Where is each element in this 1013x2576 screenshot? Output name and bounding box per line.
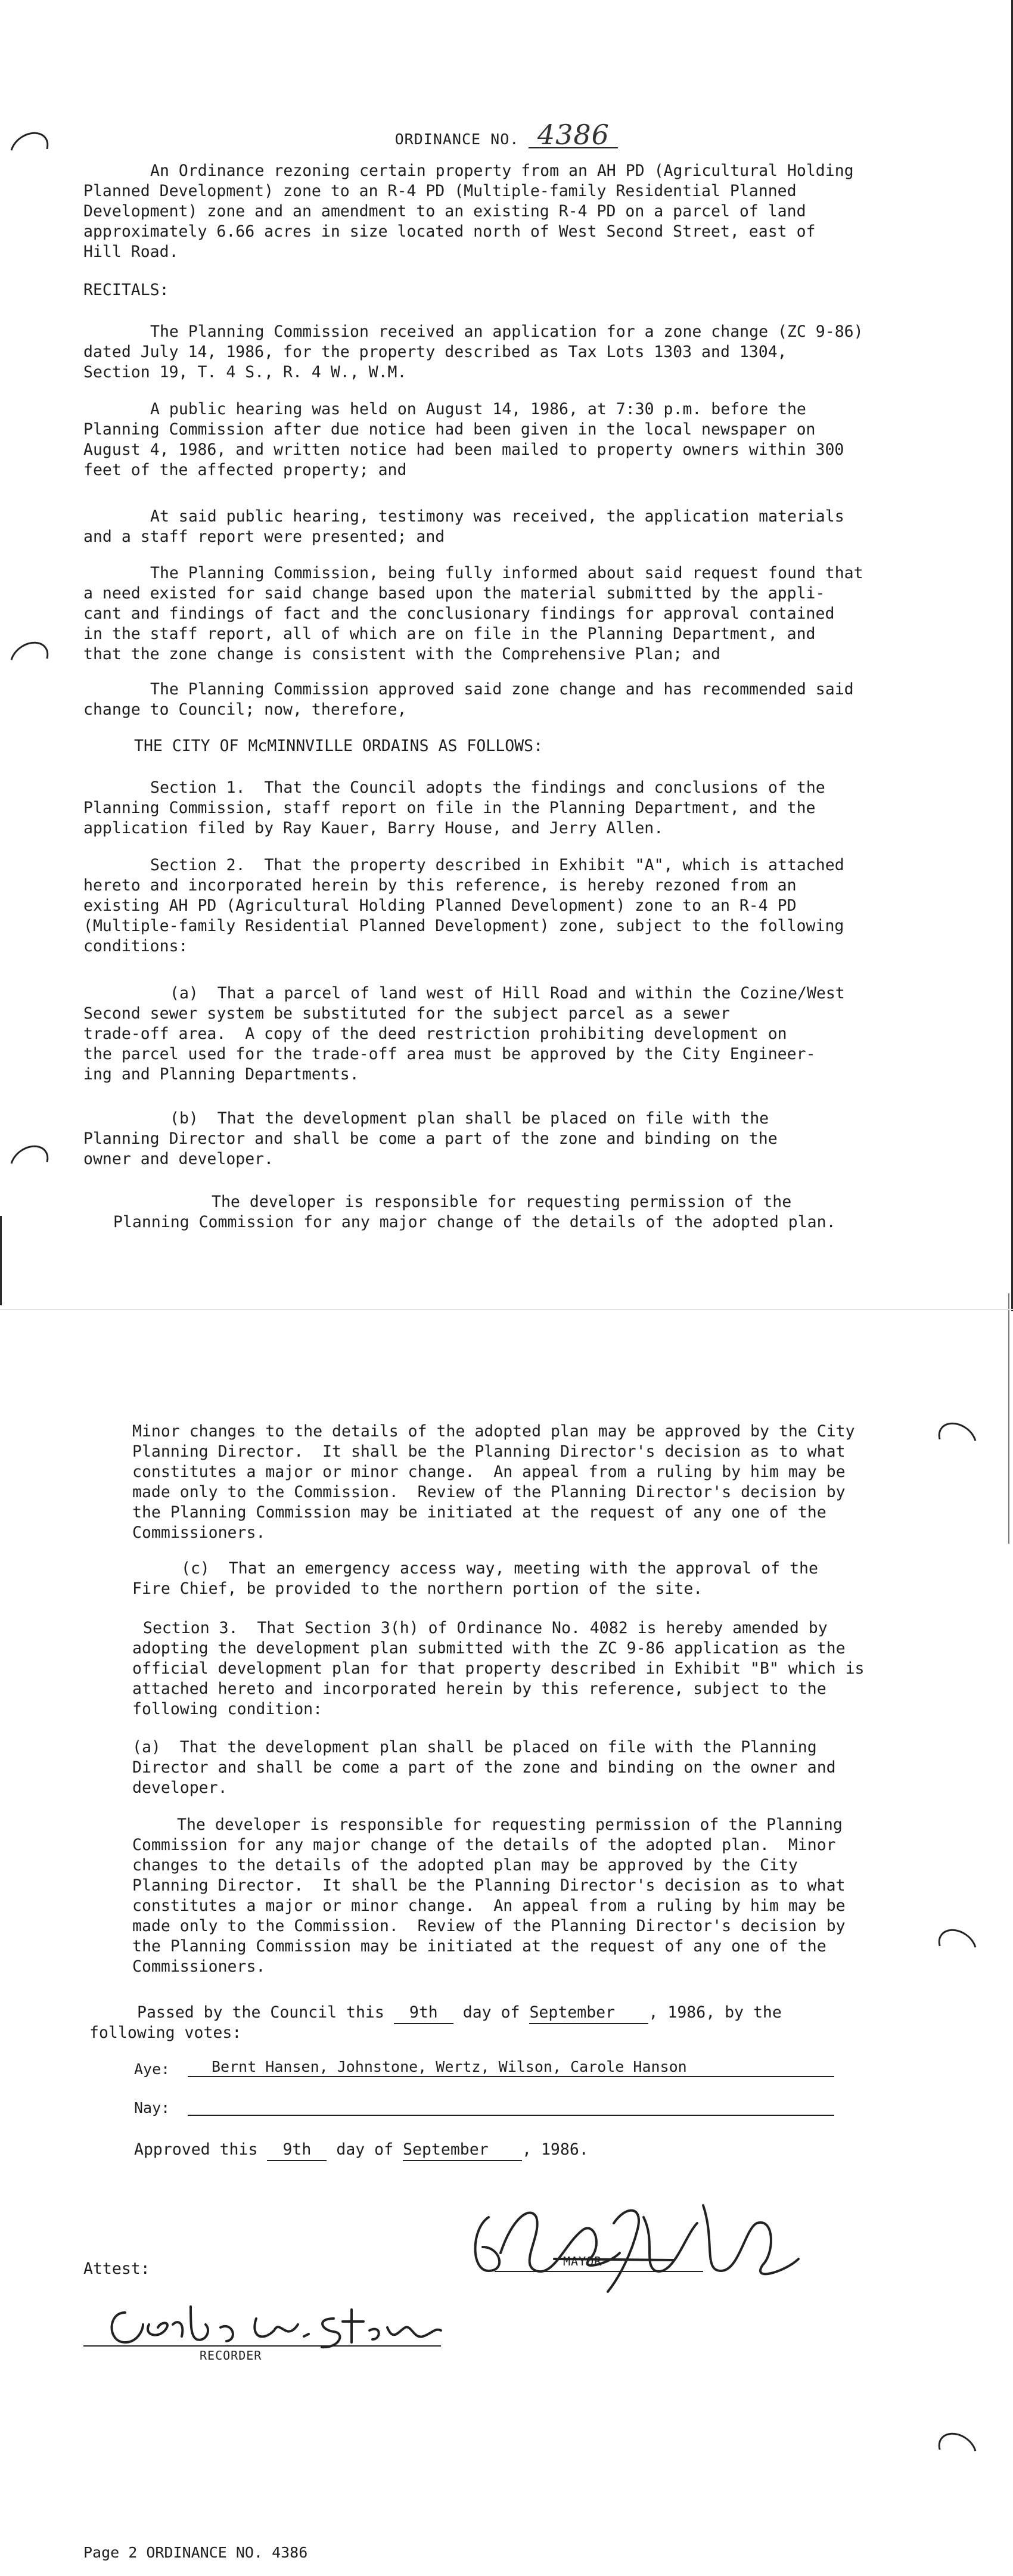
- intro-paragraph: An Ordinance rezoning certain property from an AH PD (Agricultural Holding Planned Development) zone to an R-4 PD (Multiple-family Residential Planned Development) zone and an amendment to an existing R-4 PD on a parcel of land approximately 6.66 acres in size located north of West Second Street, east of Hill Road.: [83, 162, 854, 261]
- page-footer: Page 2 ORDINANCE NO. 4386: [83, 2544, 308, 2561]
- aye-label: Aye:: [134, 2060, 170, 2078]
- passed-line: [89, 2003, 782, 2024]
- ordinance-title: [0, 119, 1013, 151]
- recital-2: A public hearing was held on August 14, 1986, at 7:30 p.m. before the Planning Commission after due notice had been given in the local newspaper on August 4, 1986, and written notice had been mailed to property owners within 300 feet of the affected property; and: [83, 400, 844, 479]
- scan-edge-right-2: [1008, 1293, 1009, 1544]
- section-3-developer-paragraph: The developer is responsible for requesting permission of the Planning Commission for any major change of the details of the adopted plan. Minor changes to the details of the adopted plan may be approved by the City Planning Director. It shall be the Planning Director's decision as to what constitutes a major or minor change. An appeal from a ruling by him may be made only to the Commission. Review of the Planning Director's decision by the Planning Commission may be initiated at the request of any one of the Commissioners.: [132, 1815, 846, 1976]
- recitals-heading: RECITALS:: [83, 281, 169, 299]
- condition-a: (a) That a parcel of land west of Hill Road and within the Cozine/West Second sewer system be substituted for the subject parcel as a sewer trade-off area. A copy of the deed restriction prohibiting development on the parcel used for the trade-off area must be approved by the City Engineer- ing and Planning Departments.: [83, 984, 845, 1084]
- punch-hole-left-3: [3, 1138, 55, 1188]
- section-3: Section 3. That Section 3(h) of Ordinance No. 4082 is hereby amended by adopting the development plan submitted with the ZC 9-86 application as the official development plan for that property described in Exhibit "B" which is attached hereto and incorporated herein by this reference, subject to the following condition:: [132, 1619, 865, 1718]
- recorder-caption: RECORDER: [200, 2348, 262, 2363]
- passed-day: 9th: [394, 2003, 453, 2024]
- ordinance-label: ORDINANCE NO.: [394, 131, 520, 148]
- recital-3: At said public hearing, testimony was received, the application materials and a staff report were presented; and: [83, 507, 844, 546]
- nay-underline: [188, 2115, 834, 2116]
- punch-hole-right-2: [931, 1922, 983, 1972]
- condition-b: (b) That the development plan shall be placed on file with the Planning Director and shall be come a part of the zone and binding on the owner and developer.: [83, 1109, 778, 1168]
- passed-year-suffix: , 1986, by the: [648, 2003, 782, 2022]
- approved-year-suffix: , 1986.: [522, 2140, 589, 2159]
- passed-month: September: [529, 2003, 648, 2024]
- recital-4: The Planning Commission, being fully informed about said request found that a need existed for said change based upon the material submitted by the appli- cant and findings of fact and the conclusionary findings for approval contained in the staff report, all of which are on file in the Planning Department, and that the zone change is consistent with the Comprehensive Plan; and: [83, 564, 863, 663]
- ordains-heading: THE CITY OF McMINNVILLE ORDAINS AS FOLLOWS:: [134, 737, 543, 755]
- passed-day-of: day of: [462, 2003, 520, 2022]
- nay-label: Nay:: [134, 2099, 170, 2116]
- recital-5: The Planning Commission approved said zone change and has recommended said change to Council; now, therefore,: [83, 680, 854, 719]
- condition-b-continued: The developer is responsible for requesting permission of the Planning Commission for any major change of the details of the adopted plan.: [113, 1193, 836, 1231]
- aye-names: Bernt Hansen, Johnstone, Wertz, Wilson, Carole Hanson: [212, 2058, 687, 2075]
- passed-prefix: Passed by the Council this: [137, 2003, 384, 2022]
- section-1: Section 1. That the Council adopts the findings and conclusions of the Planning Commission, staff report on file in the Planning Department, and the application filed by Ray Kauer, Barry House, and Jerry Allen.: [83, 778, 825, 837]
- nay-line: [134, 2098, 834, 2118]
- punch-hole-right-3: [931, 2426, 983, 2475]
- ordinance-number: 4386: [529, 122, 618, 148]
- condition-c: (c) That an emergency access way, meeting with the approval of the Fire Chief, be provided to the northern portion of the site.: [132, 1559, 818, 1598]
- minor-changes-paragraph: Minor changes to the details of the adopted plan may be approved by the City Planning Director. It shall be the Planning Director's decision as to what constitutes a major or minor change. An appeal from a ruling by him may be made only to the Commission. Review of the Planning Director's decision by the Planning Commission may be initiated at the request of any one of the Commissioners.: [132, 1422, 855, 1542]
- mayor-caption: MAYOR: [563, 2254, 602, 2268]
- approved-month: September: [403, 2140, 522, 2161]
- approved-prefix: Approved this: [134, 2140, 258, 2159]
- recorder-signature: [101, 2295, 447, 2360]
- approved-line: [134, 2140, 589, 2161]
- punch-hole-right-1: [931, 1416, 983, 1465]
- page-separator: [0, 1309, 1013, 1310]
- section-3-condition-a: (a) That the development plan shall be placed on file with the Planning Director and shall be come a part of the zone and binding on the owner and developer.: [132, 1738, 836, 1797]
- recital-1: The Planning Commission received an application for a zone change (ZC 9-86) dated July 14, 1986, for the property described as Tax Lots 1303 and 1304, Section 19, T. 4 S., R. 4 W., W.M.: [83, 322, 863, 381]
- mayor-signature: [465, 2181, 810, 2301]
- recorder-signature-line: [83, 2345, 441, 2347]
- aye-line: [134, 2059, 834, 2080]
- scan-edge-left: [0, 1216, 2, 1305]
- following-votes: following votes:: [89, 2023, 242, 2042]
- approved-day-of: day of: [336, 2140, 394, 2159]
- punch-hole-left-2: [3, 635, 55, 684]
- approved-day: 9th: [267, 2140, 327, 2161]
- section-2: Section 2. That the property described in Exhibit "A", which is attached hereto and incorporated herein by this reference, is hereby rezoned from an existing AH PD (Agricultural Holding Planned Development) zone to an R-4 PD (Multiple-family Residential Planned Development) zone, subject to the following conditions:: [83, 856, 844, 955]
- attest-label: Attest:: [83, 2260, 150, 2278]
- mayor-signature-line: [495, 2271, 703, 2272]
